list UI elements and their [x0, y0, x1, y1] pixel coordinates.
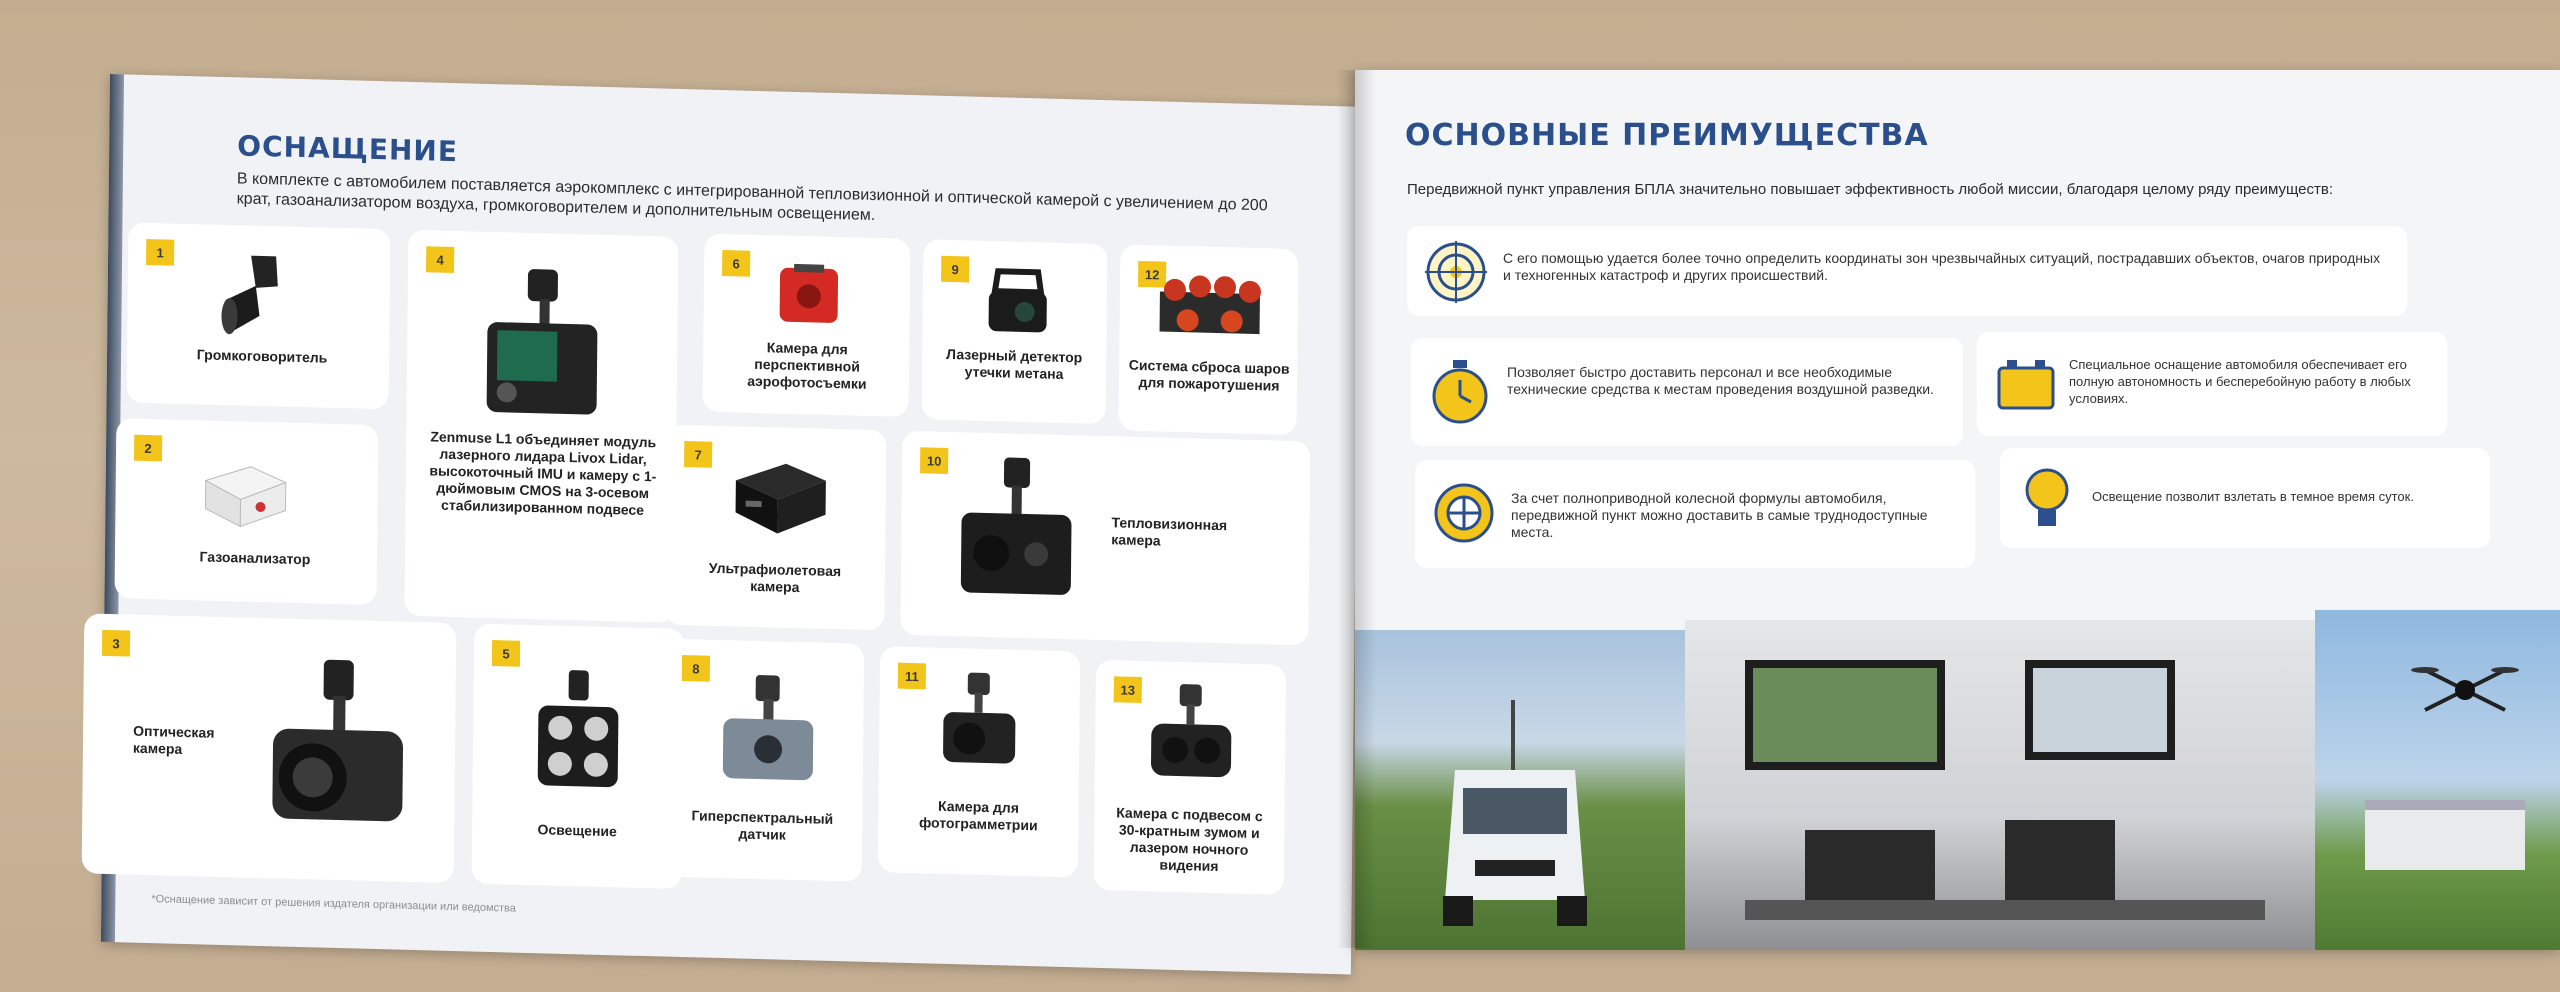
photo-drone-flight	[2315, 610, 2560, 950]
item-label: Система сброса шаров для пожаротушения	[1128, 356, 1290, 394]
item-number: 7	[684, 441, 712, 468]
item-label: Камера для фотограмметрии	[918, 797, 1038, 834]
brochure-spine	[1336, 70, 1376, 948]
item-label: Zenmuse L1 объединяет модуль лазерного лидара Livox Lidar, высокоточный IMU и камеру с 1-дюймовым CMOS на 3-осевом стабилизированном подвесе	[429, 428, 657, 519]
loudspeaker-icon	[215, 245, 306, 347]
item-label: Ультрафиолетовая камера	[708, 559, 842, 596]
item-number: 9	[941, 256, 969, 283]
equipment-intro: В комплекте с автомобилем поставляется аэрокомплекс с интегрированной тепловизионной и оптической камерой с увеличением до 200 крат, газоанализатором воздуха, громкоговорителем и дополнительным освещением.	[236, 170, 1268, 225]
item-label: Оптическая камера	[132, 722, 215, 757]
ball-drop-system-icon	[1149, 261, 1270, 354]
advantage-text: За счет полноприводной колесной формулы автомобиля, передвижной пункт можно доставить в самые труднодоступные места.	[1511, 490, 1928, 540]
oblique-camera-icon	[773, 259, 844, 331]
item-number: 10	[920, 447, 948, 474]
advantage-card-1	[1407, 226, 2407, 316]
item-card-12	[1118, 244, 1298, 435]
item-label: Газоанализатор	[199, 548, 311, 568]
item-card-5	[472, 624, 685, 889]
photogrammetry-camera-icon	[929, 667, 1030, 780]
item-label: Камера с подвесом с 30-кратным зумом и лазером ночного видения	[1116, 804, 1263, 875]
advantages-intro: Передвижной пункт управления БПЛА значительно повышает эффективность любой миссии, благодаря целому ряду преимуществ:	[1407, 181, 2334, 198]
item-number: 8	[682, 655, 710, 682]
photo-vehicle-field	[1355, 630, 1710, 950]
stopwatch-icon	[1429, 360, 1491, 426]
item-number: 11	[898, 663, 926, 690]
item-card-8	[662, 639, 864, 882]
zoom-camera-icon	[1141, 679, 1242, 792]
advantage-card-5	[2000, 448, 2490, 548]
item-card-1	[127, 222, 391, 409]
advantage-card-3	[1977, 332, 2447, 436]
item-card-4	[404, 230, 678, 623]
item-number: 4	[426, 246, 454, 273]
battery-icon	[1995, 356, 2057, 412]
item-label: Громкоговоритель	[196, 346, 328, 366]
item-label: Камера для перспективной аэрофотосъемки	[747, 339, 867, 392]
methane-detector-icon	[972, 261, 1063, 343]
item-card-6	[703, 234, 911, 417]
wheel-icon	[1433, 482, 1495, 544]
page-title-equipment: ОСНАЩЕНИЕ	[237, 129, 459, 169]
item-card-11	[878, 646, 1080, 877]
item-label: Гиперспектральный датчик	[691, 807, 834, 843]
page-title-advantages: ОСНОВНЫЕ ПРЕИМУЩЕСТВА	[1405, 118, 1929, 153]
target-icon	[1425, 241, 1487, 303]
item-number: 5	[492, 640, 520, 667]
gas-analyzer-icon	[195, 450, 296, 533]
van-icon	[1435, 700, 1595, 930]
equipment-footnote: *Оснащение зависит от решения издателя организации или ведомства	[151, 893, 516, 915]
item-number: 2	[134, 435, 162, 462]
advantage-text: Освещение позволит взлетать в темное время суток.	[2092, 489, 2414, 504]
thermal-camera-icon	[941, 452, 1093, 616]
uv-camera-icon	[725, 440, 836, 543]
advantage-text: Специальное оснащение автомобиля обеспечивает его полную автономность и бесперебойную работу в любых условиях.	[2069, 357, 2411, 406]
left-page	[101, 74, 1360, 975]
item-number: 12	[1138, 261, 1166, 288]
advantage-card-4	[1415, 460, 1975, 568]
lidar-module-icon	[466, 261, 628, 425]
item-card-2	[115, 418, 379, 605]
item-card-13	[1094, 660, 1286, 895]
item-label: Лазерный детектор утечки метана	[946, 345, 1083, 382]
item-number: 6	[722, 250, 750, 277]
right-page	[1355, 70, 2560, 950]
drone-icon	[2405, 650, 2525, 730]
item-number: 13	[1114, 676, 1142, 703]
advantage-text: С его помощью удается более точно определить координаты зон чрезвычайных ситуаций, пострадавших объектов, очагов природных и техногенных катастроф и других происшествий.	[1503, 250, 2381, 283]
item-card-9	[922, 239, 1108, 424]
item-card-10	[900, 431, 1310, 646]
advantage-text: Позволяет быстро доставить персонал и все необходимые технические средства к местам проведения воздушной разведки.	[1507, 364, 1934, 397]
spotlight-icon	[528, 665, 629, 798]
advantage-card-2	[1411, 338, 1963, 446]
photo-control-room	[1685, 620, 2315, 950]
item-number: 1	[146, 239, 174, 266]
monitor-screens-icon	[1745, 660, 2265, 920]
lightbulb-icon	[2022, 466, 2072, 532]
hyperspectral-sensor-icon	[713, 668, 824, 791]
optical-camera-icon	[252, 648, 434, 853]
item-label: Тепловизионная камера	[1111, 514, 1228, 549]
item-label: Освещение	[537, 821, 617, 840]
item-card-3	[82, 613, 457, 883]
trailer-icon	[2355, 790, 2535, 890]
item-number: 3	[102, 630, 130, 657]
item-card-7	[664, 425, 886, 631]
